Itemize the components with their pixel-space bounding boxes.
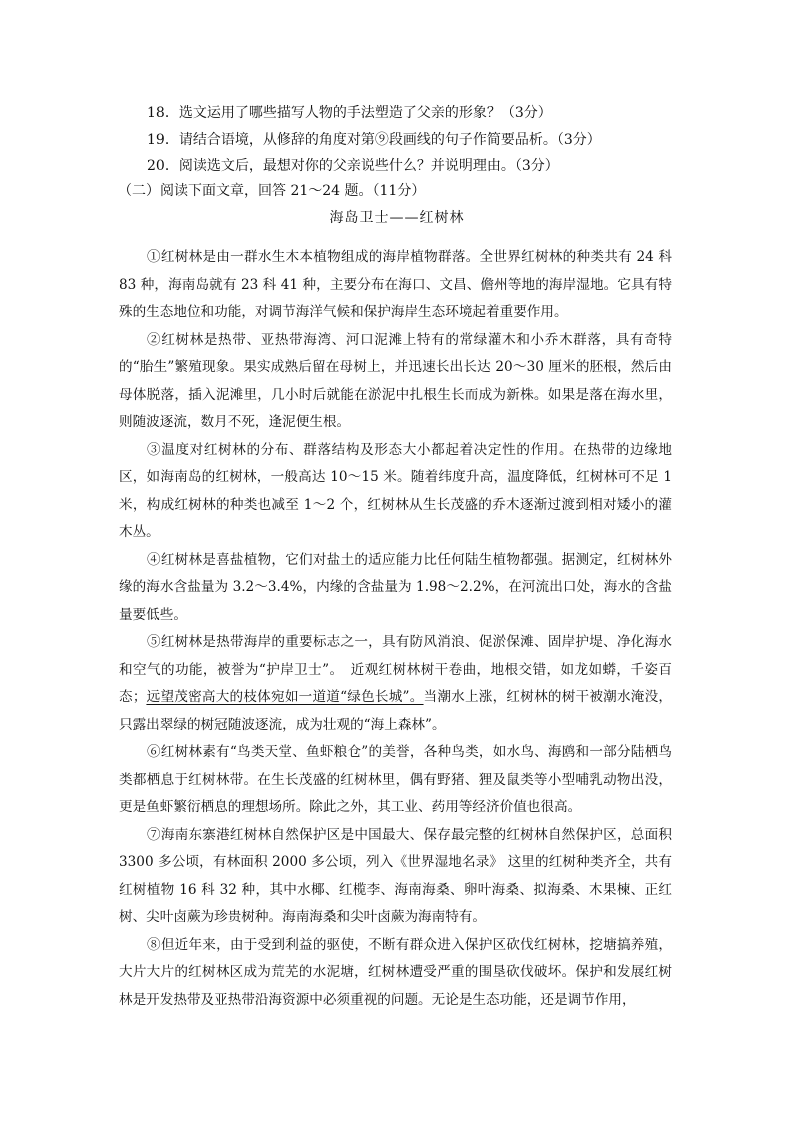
question-19: 19．请结合语境，从修辞的角度对第⑨段画线的句子作简要品析。（3分） — [147, 132, 601, 148]
paragraph-7: ⑦海南东寨港红树林自然保护区是中国最大、保存最完整的红树林自然保护区，总面积 3300 多公顷，有林面积 2000 多公顷，列入《世界湿地名录》 这里的红树种类齐全，共有红树植物 16 科 32 种，其中水椰、红榄李、海南海桑、卵叶海桑、拟海桑、木果楝、正红树、尖叶卤蕨为珍贵树种。海南海桑和尖叶卤蕨为海南特有。 — [119, 826, 672, 925]
passage-body — [119, 244, 672, 1014]
paragraph-5-lead: ⑤红树林是热带海岸的重要标志之一，具有防风消浪、促淤保滩、固岸护堤、净化海水和空气的功能，被誉为“护岸卫士”。 近观红树林树干卷曲，地根交错，如龙如蟒，千姿百态； — [119, 634, 672, 705]
passage-title: 海岛卫士——红树林 — [329, 210, 465, 226]
paragraph-1: ①红树林是由一群水生木本植物组成的海岸植物群落。全世界红树林的种类共有 24 科 83 种，海南岛就有 23 科 41 种，主要分布在海口、文昌、儋州等地的海岸湿地。它具有特殊的生态地位和功能，对调节海洋气候和保护海岸生态环境起着重要作用。 — [119, 249, 672, 320]
paragraph-3: ③温度对红树林的分布、群落结构及形态大小都起着决定性的作用。在热带的边缘地区，如海南岛的红树林，一般高达 10～15 米。随着纬度升高，温度降低，红树林可不足 1 米，构成红树林的种类也减至 1～2 个，红树林从生长茂盛的乔木逐渐过渡到相对矮小的灌木丛。 — [119, 441, 672, 540]
paragraph-2: ②红树林是热带、亚热带海湾、河口泥滩上特有的常绿灌木和小乔木群落，具有奇特的“胎生”繁殖现象。果实成熟后留在母树上，并迅速长出长达 20～30 厘米的胚根，然后由母体脱落，插入泥滩里，几小时后就能在淤泥中扎根生长而成为新株。如果是落在海水里，则随波逐流，数月不死，逢泥便生根。 — [119, 331, 672, 430]
paragraph-6: ⑥红树林素有“鸟类天堂、鱼虾粮仓”的美誉，各种鸟类，如水鸟、海鸥和一部分陆栖鸟类都栖息于红树林带。在生长茂盛的红树林里，偶有野猪、狸及鼠类等小型哺乳动物出没，更是鱼虾繁衍栖息的理想场所。除此之外，其工业、药用等经济价值也很高。 — [119, 744, 672, 815]
paragraph-5-tail: 当潮水上涨，红树林的树干被潮水淹没，只露出翠绿的树冠随波逐流，成为壮观的“海上森林”。 — [119, 689, 673, 733]
paragraph-5 — [119, 629, 672, 739]
paragraph-8: ⑧但近年来，由于受到利益的驱使，不断有群众进入保护区砍伐红树林，挖塘搞养殖，大片大片的红树林区成为荒芜的水泥塘，红树林遭受严重的围垦砍伐破坏。保护和发展红树林是开发热带及亚热带沿海资源中必须重视的问题。无论是生态功能，还是调节作用， — [119, 936, 672, 1008]
section-heading: （二）阅读下面文章，回答 21～24 题。（11分） — [118, 183, 426, 199]
question-18: 18．选文运用了哪些描写人物的手法塑造了父亲的形象？（3分） — [147, 105, 552, 121]
underlined-sentence: 远望茂密高大的枝体宛如一道道“绿色长城”。 — [146, 689, 424, 705]
paragraph-4: ④红树林是喜盐植物，它们对盐土的适应能力比任何陆生植物都强。据测定，红树林外缘的海水含盐量为 3.2～3.4%，内缘的含盐量为 1.98～2.2%，在河流出口处，海水的含盐量要低些。 — [119, 551, 672, 623]
question-20: 20．阅读选文后，最想对你的父亲说些什么？并说明理由。（3分） — [147, 158, 559, 174]
